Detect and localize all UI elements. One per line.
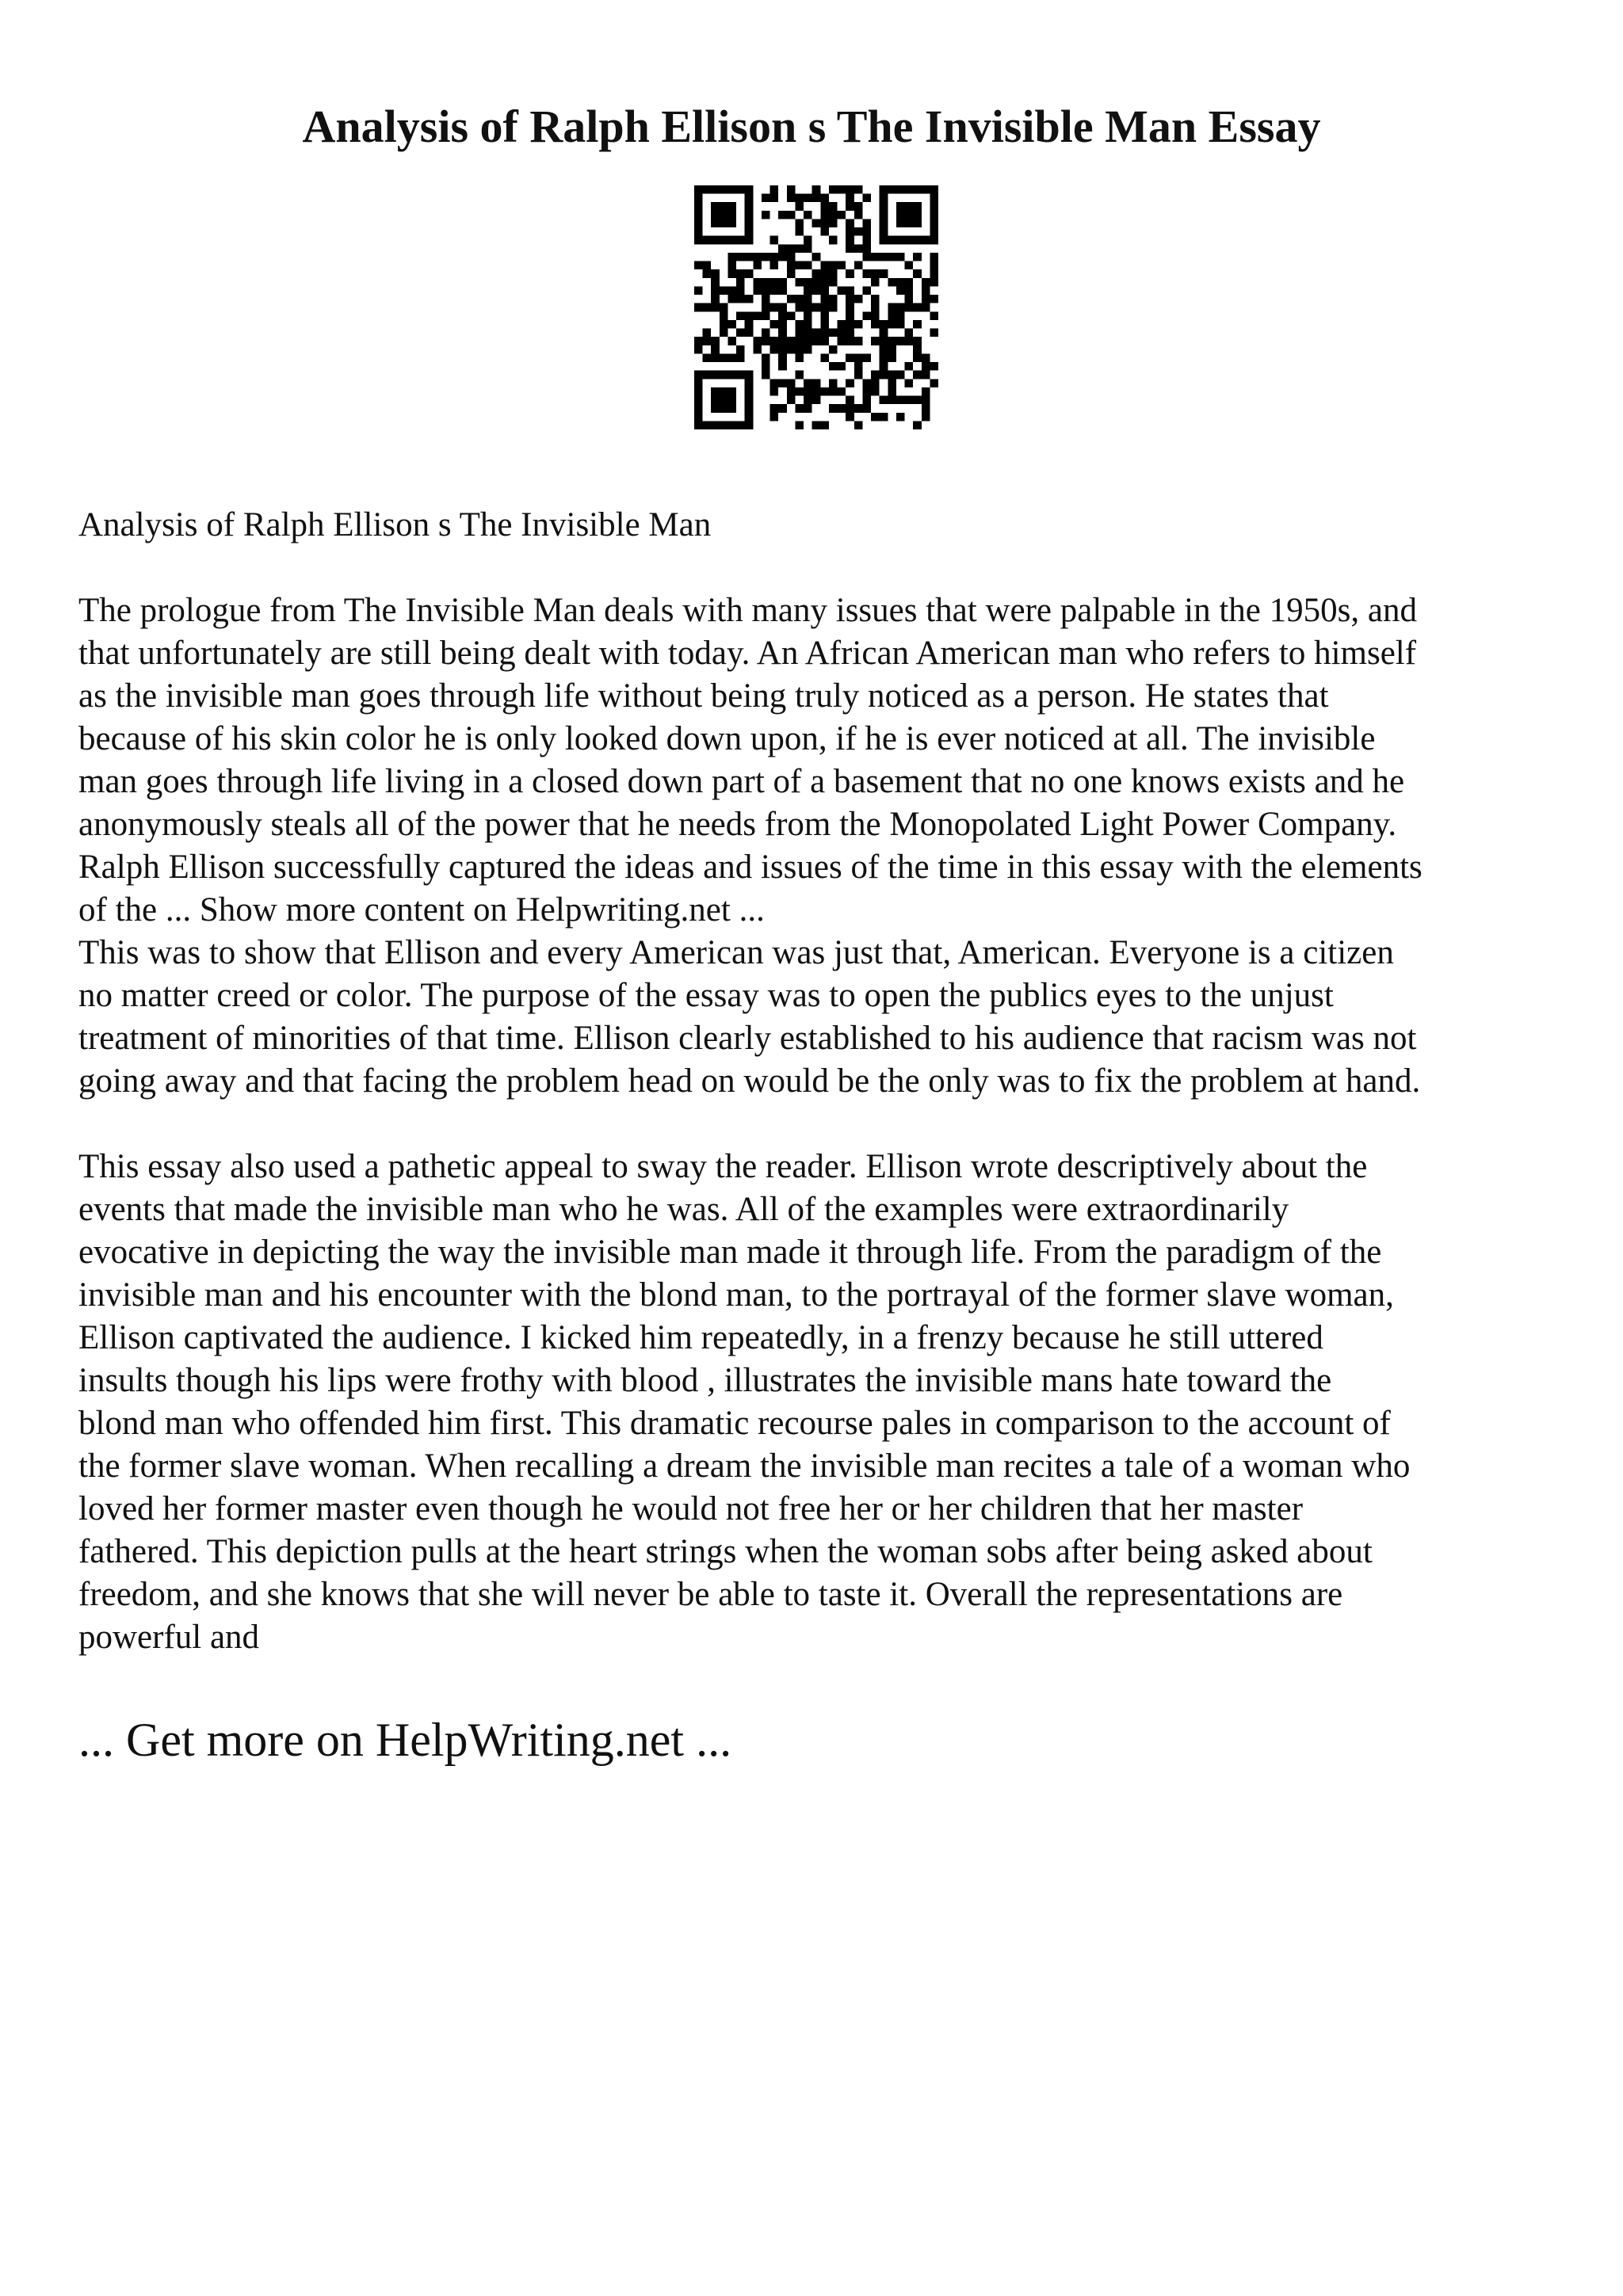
paragraph-line: anonymously steals all of the power that he needs from the Monopolated Light Power Company. [78, 806, 1397, 843]
paragraph-line: freedom, and she knows that she will never be able to taste it. Overall the representations are [78, 1576, 1343, 1613]
paragraph-line: treatment of minorities of that time. Ellison clearly established to his audience that racism was not [78, 1020, 1417, 1057]
get-more-link[interactable]: ... Get more on HelpWriting.net ... [78, 1714, 732, 1766]
paragraph-line: This was to show that Ellison and every American was just that, American. Everyone is a citizen [78, 934, 1394, 971]
paragraph-1 [78, 589, 1560, 932]
qr-code-icon[interactable] [694, 185, 938, 429]
paragraph-line: the former slave woman. When recalling a dream the invisible man recites a tale of a woman who [78, 1447, 1411, 1485]
paragraph-line: man goes through life living in a closed down part of a basement that no one knows exists and he [78, 763, 1405, 800]
document-subtitle: Analysis of Ralph Ellison s The Invisible Man [78, 506, 712, 543]
page-title: Analysis of Ralph Ellison s The Invisible Man Essay [302, 101, 1321, 152]
paragraph-line: because of his skin color he is only looked down upon, if he is ever noticed at all. The invisible [78, 720, 1376, 757]
paragraph-line: events that made the invisible man who he was. All of the examples were extraordinarily [78, 1191, 1289, 1228]
paragraph-line: The prologue from The Invisible Man deals with many issues that were palpable in the 1950s, and [78, 592, 1417, 629]
paragraph-line: This essay also used a pathetic appeal to sway the reader. Ellison wrote descriptively about the [78, 1148, 1368, 1185]
paragraph-line: as the invisible man goes through life without being truly noticed as a person. He states that [78, 677, 1329, 715]
paragraph-2 [78, 932, 1560, 1103]
paragraph-line: that unfortunately are still being dealt with today. An African American man who refers to himself [78, 635, 1417, 672]
paragraph-line: blond man who offended him first. This dramatic recourse pales in comparison to the account of [78, 1405, 1391, 1442]
paragraph-3 [78, 1146, 1560, 1659]
show-more-link[interactable]: of the ... Show more content on Helpwriting.net ... [78, 891, 765, 929]
paragraph-line: evocative in depicting the way the invisible man made it through life. From the paradigm of the [78, 1234, 1382, 1271]
paragraph-line: fathered. This depiction pulls at the heart strings when the woman sobs after being asked about [78, 1533, 1373, 1570]
paragraph-line: going away and that facing the problem head on would be the only was to fix the problem at hand. [78, 1062, 1421, 1100]
paragraph-line: loved her former master even though he would not free her or her children that her master [78, 1490, 1304, 1527]
paragraph-line: Ellison captivated the audience. I kicked him repeatedly, in a frenzy because he still uttered [78, 1319, 1323, 1356]
paragraph-line: no matter creed or color. The purpose of the essay was to open the publics eyes to the unjust [78, 977, 1334, 1014]
paragraph-line: Ralph Ellison successfully captured the ideas and issues of the time in this essay with the elements [78, 849, 1423, 886]
paragraph-line: insults though his lips were frothy with blood , illustrates the invisible mans hate toward the [78, 1362, 1332, 1399]
paragraph-line: powerful and [78, 1619, 260, 1656]
paragraph-line: invisible man and his encounter with the blond man, to the portrayal of the former slave woman, [78, 1276, 1394, 1314]
